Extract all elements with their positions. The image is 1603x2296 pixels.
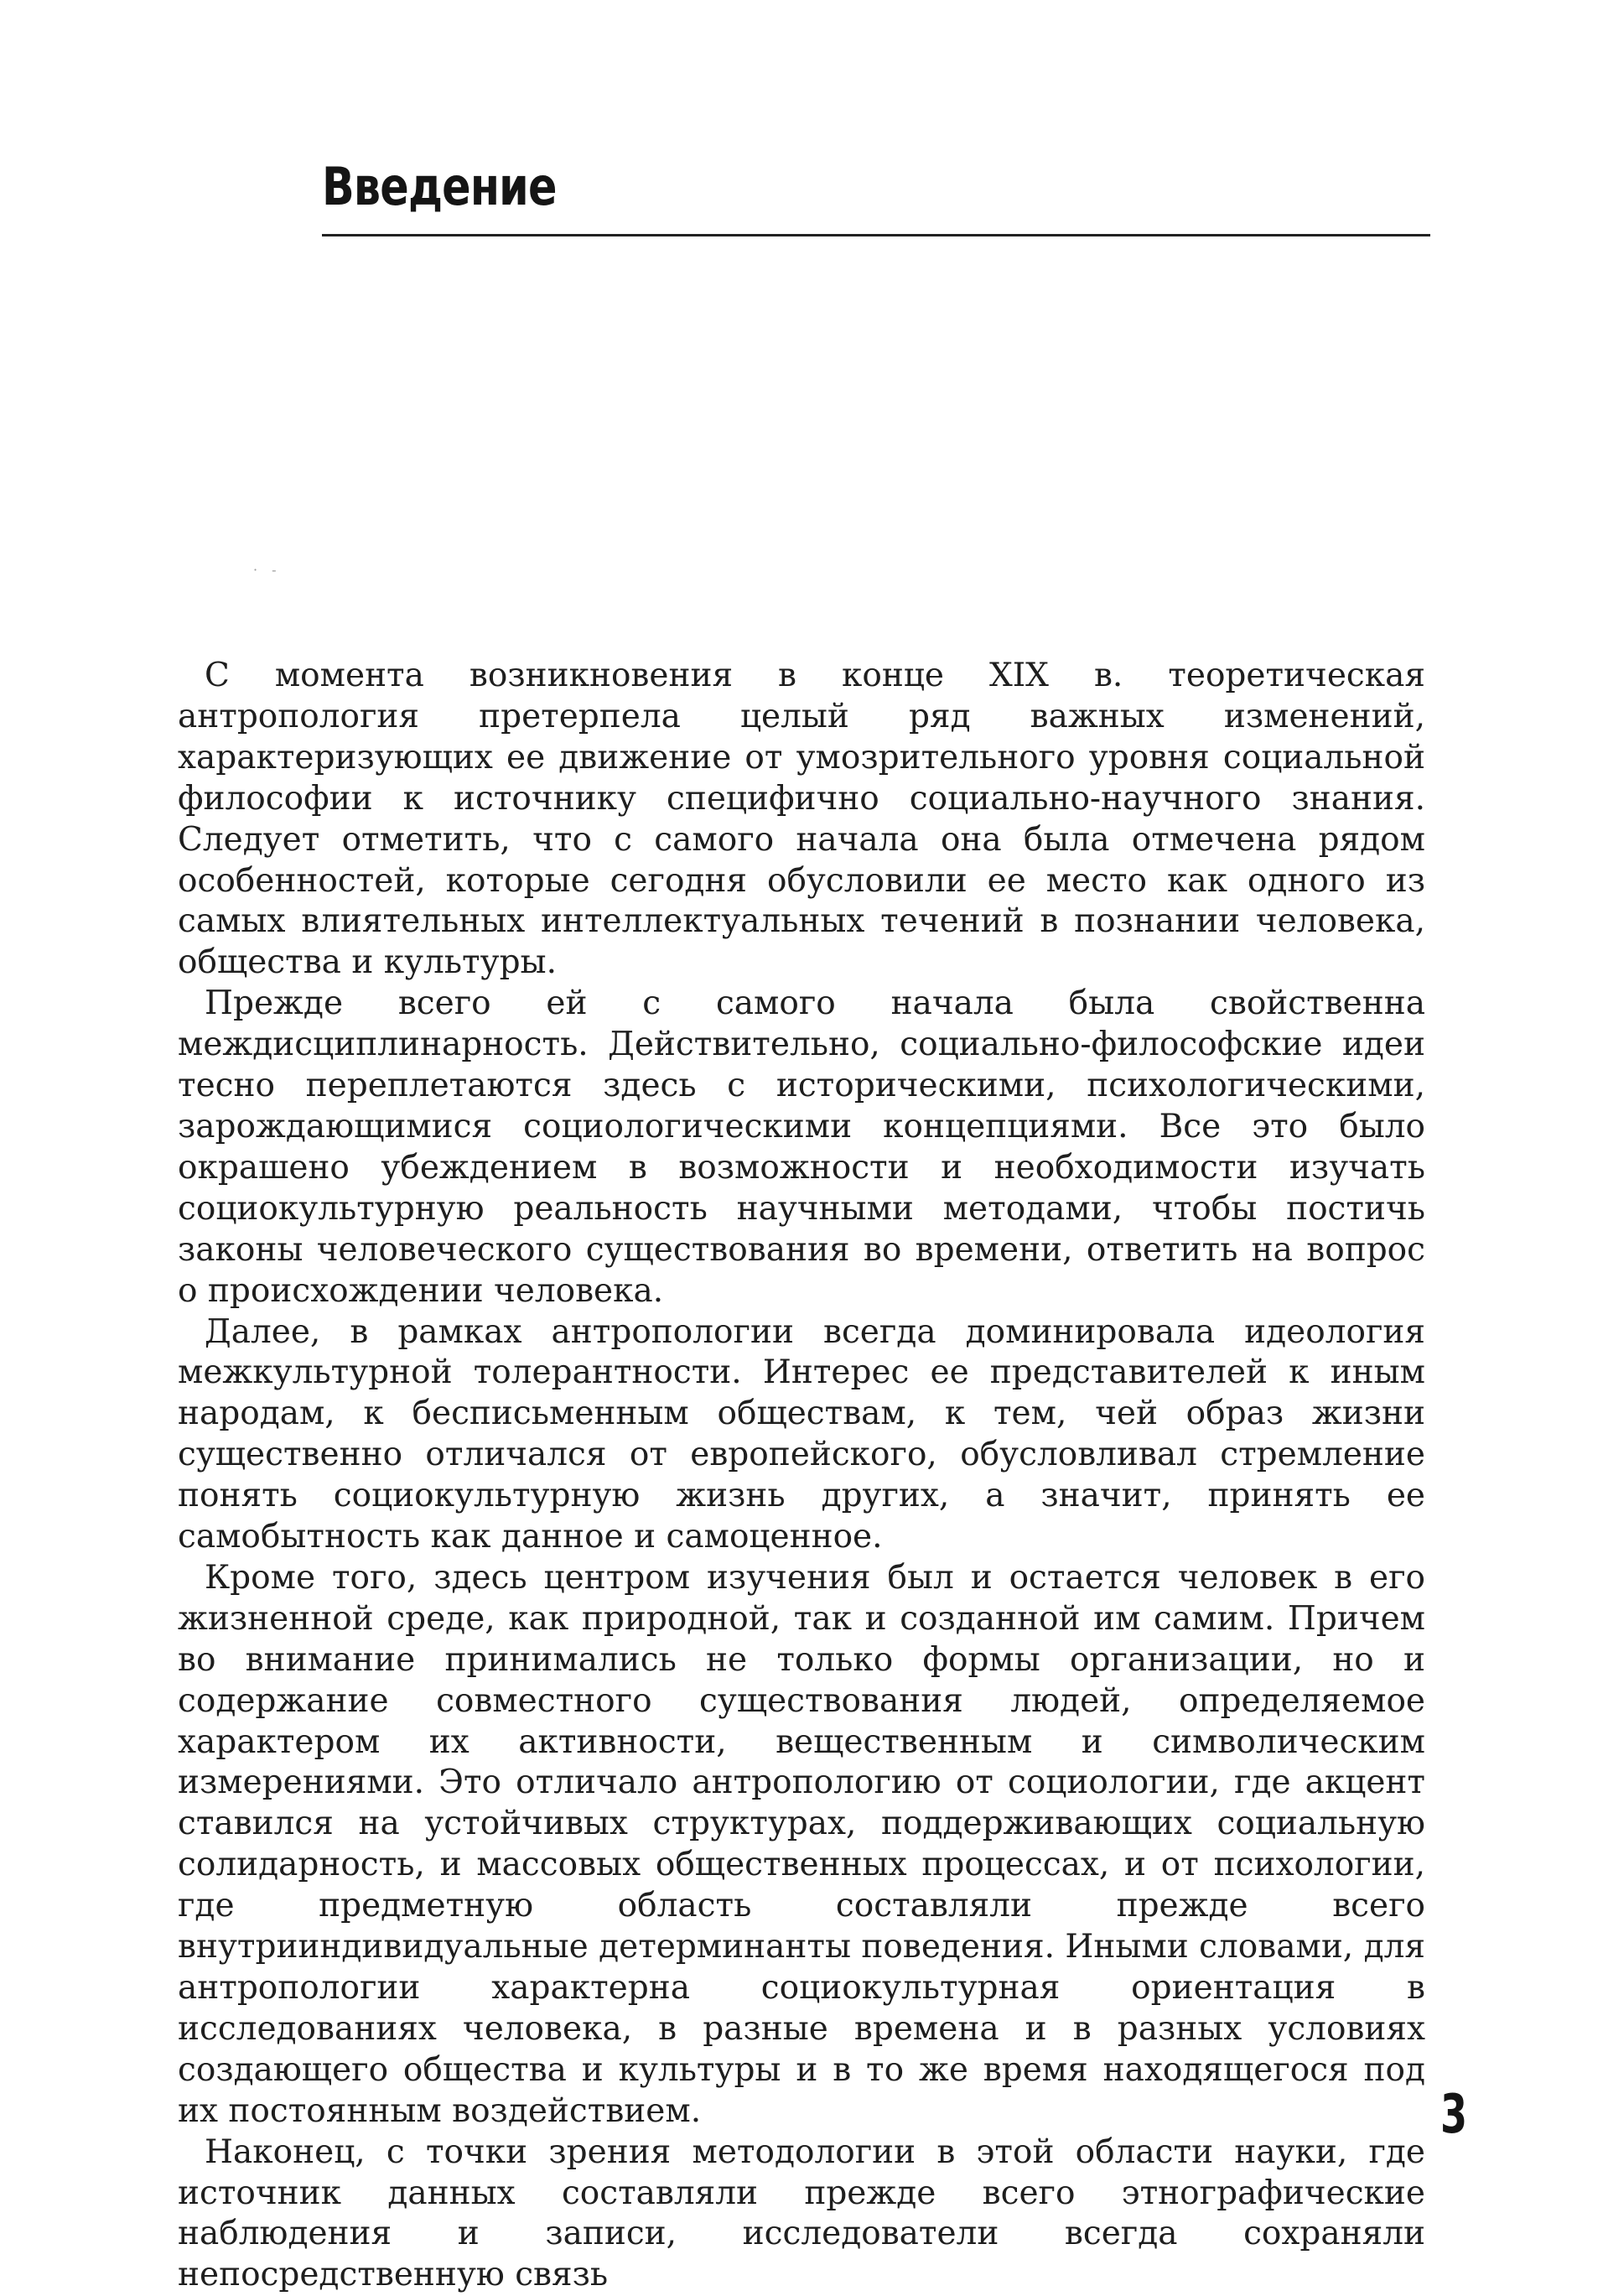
paragraph: Далее, в рамках антропологии всегда доминировала идеология межкультурной толерантности. Интерес ее представителей к иным народам, к бесписьменным обществам, к тем, чей образ жизни существенно отличался от европейского, обусловливал стремление понять социокультурную жизнь других, а значит, принять ее самобытность как данное и самоценное. xyxy=(178,1312,1425,1556)
chapter-heading: Введение xyxy=(322,156,557,217)
paragraph: С момента возникновения в конце XIX в. теоретическая антропология претерпела целый ряд важных изменений, характеризующих ее движение от умозрительного уровня социальной философии к источнику специфично социально-научного знания. Следует отметить, что с самого начала она была отмечена рядом особенностей, которые сегодня обусловили ее место как одного из самых влиятельных интеллектуальных течений в познании человека, общества и культуры. xyxy=(178,657,1425,982)
print-speck: · - xyxy=(253,562,282,578)
body-text xyxy=(178,656,1425,2296)
heading-underline xyxy=(322,234,1430,236)
paragraph: Наконец, с точки зрения методологии в этой области науки, где источник данных составляли прежде всего этнографические наблюдения и записи, исследователи всегда сохраняли непосредственную связь xyxy=(178,2132,1425,2294)
page-number: 3 xyxy=(1440,2084,1468,2146)
paragraph: Прежде всего ей с самого начала была свойственна междисциплинарность. Действительно, социально-философские идеи тесно переплетаются здесь с историческими, психологическими, зарождающимися социологическими концепциями. Все это было окрашено убеждением в возможности и необходимости изучать социокультурную реальность научными методами, чтобы постичь законы человеческого существования во времени, ответить на вопрос о происхождении человека. xyxy=(178,984,1425,1310)
paragraph: Кроме того, здесь центром изучения был и остается человек в его жизненной среде, как природной, так и созданной им самим. Причем во внимание принимались не только формы организации, но и содержание совместного существования людей, определяемое характером их активности, вещественным и символическим измерениями. Это отличало антропологию от социологии, где акцент ставился на устойчивых структурах, поддерживающих социальную солидарность, и массовых общественных процессах, и от психологии, где предметную область составляли прежде всего внутрииндивидуальные детерминанты поведения. Иными словами, для антропологии характерна социокультурная ориентация в исследованиях человека, в разные времена и в разных условиях создающего общества и культуры и в то же время находящегося под их постоянным воздействием. xyxy=(178,1558,1425,2130)
